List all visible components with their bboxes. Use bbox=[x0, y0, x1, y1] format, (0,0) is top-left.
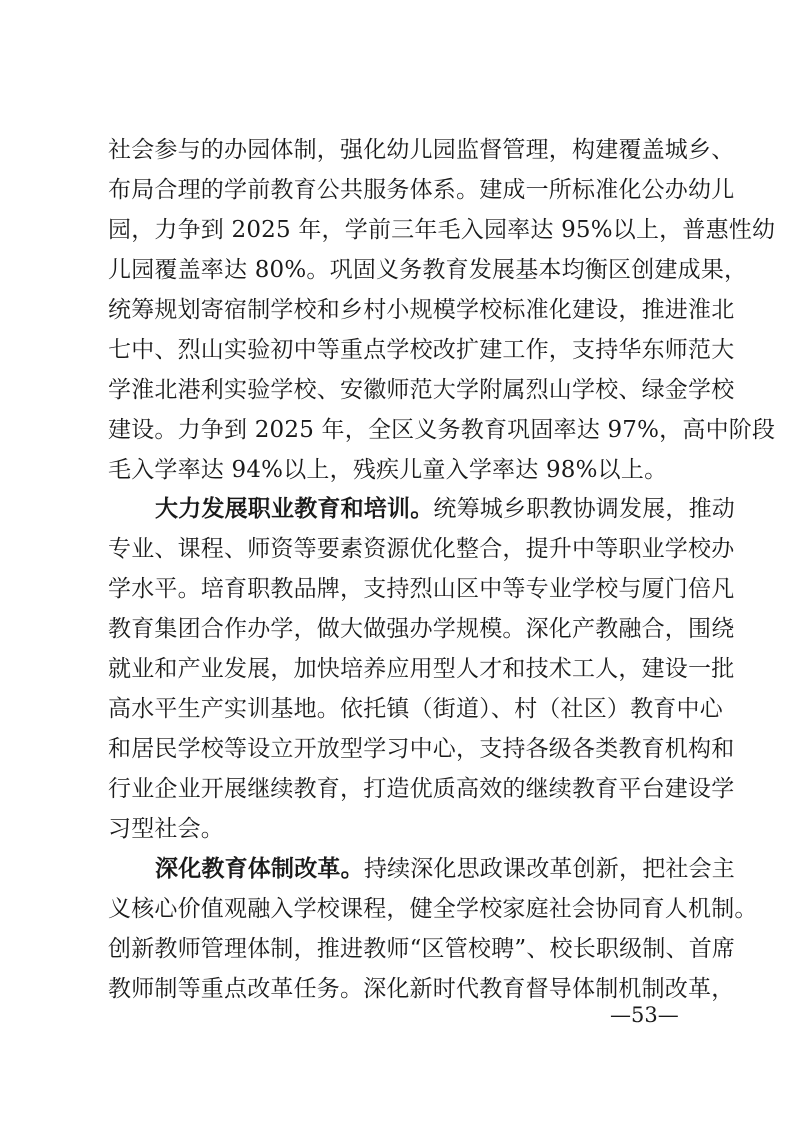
body-line: 创新教师管理体制，推进教师“区管校聘”、校长职级制、首席 bbox=[108, 936, 736, 962]
body-line: 就业和产业发展，加快培养应用型人才和技术工人，建设一批 bbox=[108, 656, 735, 682]
paragraph-heading: 深化教育体制改革。 bbox=[155, 856, 364, 882]
body-line: 儿园覆盖率达 80%。巩固义务教育发展基本均衡区创建成果， bbox=[108, 257, 748, 283]
body-line: 学水平。培育职教品牌，支持烈山区中等专业学校与厦门倍凡 bbox=[108, 576, 735, 602]
body-line: 高水平生产实训基地。依托镇（街道）、村（社区）教育中心 bbox=[108, 696, 723, 722]
body-line: 七中、烈山实验初中等重点学校改扩建工作，支持华东师范大 bbox=[108, 337, 735, 363]
body-line: 园，力争到 2025 年，学前三年毛入园率达 95%以上，普惠性幼 bbox=[108, 217, 776, 243]
body-line: 专业、课程、师资等要素资源优化整合，提升中等职业学校办 bbox=[108, 536, 735, 562]
paragraph-text: 持续深化思政课改革创新，把社会主 bbox=[363, 856, 736, 882]
paragraph-heading: 大力发展职业教育和培训。 bbox=[155, 496, 434, 522]
body-line: 社会参与的办园体制，强化幼儿园监督管理，构建覆盖城乡、 bbox=[108, 137, 735, 163]
paragraph-first-line bbox=[155, 495, 736, 523]
body-line: 建设。力争到 2025 年，全区义务教育巩固率达 97%，高中阶段 bbox=[108, 417, 776, 443]
body-line: 学淮北港利实验学校、安徽师范大学附属烈山学校、绿金学校 bbox=[108, 377, 735, 403]
body-line: 习型社会。 bbox=[108, 816, 224, 842]
body-line: 和居民学校等设立开放型学习中心，支持各级各类教育机构和 bbox=[108, 736, 735, 762]
body-line: 布局合理的学前教育公共服务体系。建成一所标准化公办幼儿 bbox=[108, 177, 735, 203]
body-line: 统筹规划寄宿制学校和乡村小规模学校标准化建设，推进淮北 bbox=[108, 297, 735, 323]
body-line: 行业企业开展继续教育，打造优质高效的继续教育平台建设学 bbox=[108, 776, 735, 802]
body-line: 教师制等重点改革任务。深化新时代教育督导体制机制改革， bbox=[108, 976, 735, 1002]
page-number: —53— bbox=[610, 1003, 679, 1027]
body-line: 义核心价值观融入学校课程，健全学校家庭社会协同育人机制。 bbox=[108, 896, 758, 922]
body-line: 教育集团合作办学，做大做强办学规模。深化产教融合，围绕 bbox=[108, 616, 735, 642]
body-line: 毛入学率达 94%以上，残疾儿童入学率达 98%以上。 bbox=[108, 457, 668, 483]
paragraph-text: 统筹城乡职教协调发展，推动 bbox=[433, 496, 736, 522]
paragraph-first-line bbox=[155, 855, 736, 883]
